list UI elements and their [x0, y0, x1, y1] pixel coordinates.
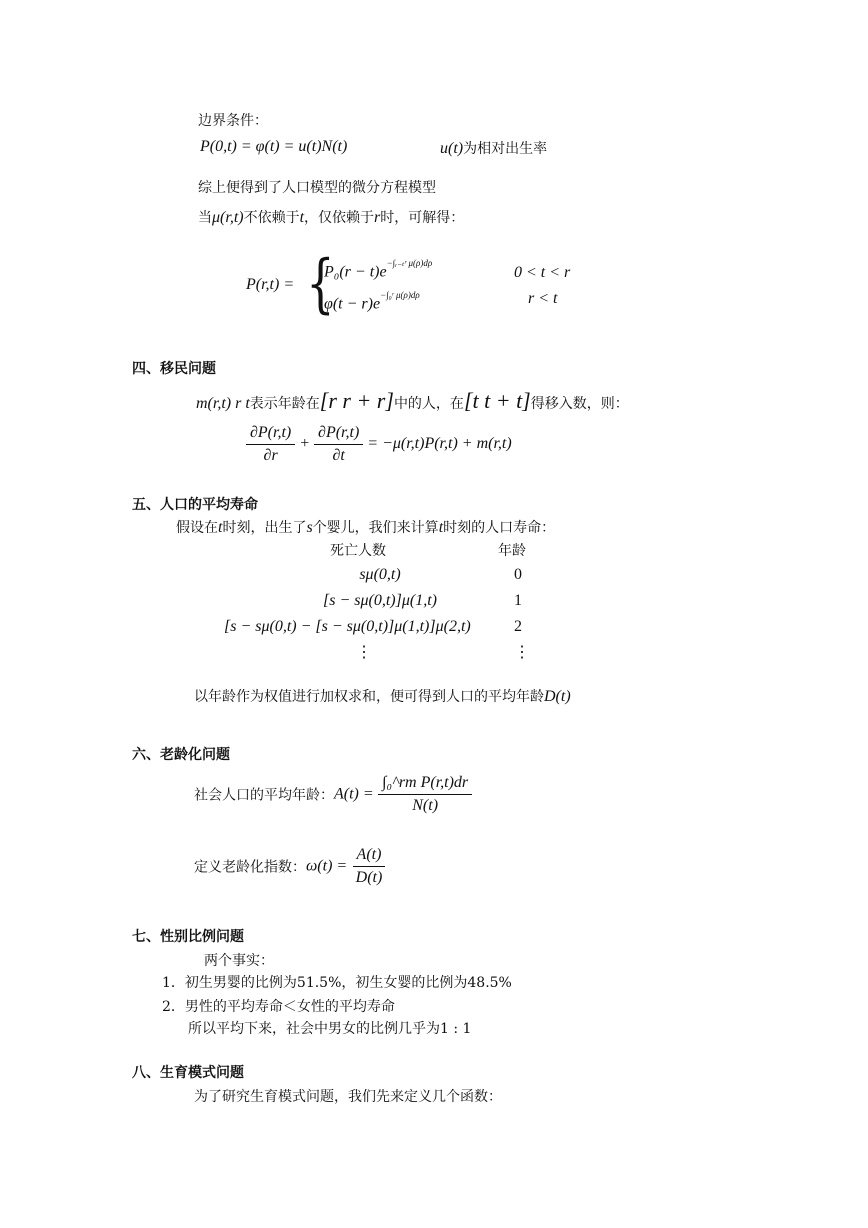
sec5-intro-d: 时刻的人口寿命： — [443, 520, 556, 536]
sec5-row0-deaths: sμ(0,t) — [359, 566, 401, 583]
sec6-avg-label: 社会人口的平均年龄： — [194, 787, 334, 804]
boundary-equation: P(0,t) = φ(t) = u(t)N(t) — [200, 138, 348, 155]
sec4-line-c: 中的人，在 — [393, 396, 464, 412]
sec6-avg-den: N(t) — [412, 797, 439, 814]
sec4-title: 四、移民问题 — [132, 361, 216, 377]
sec4-line-a: m(r,t) r t — [196, 395, 250, 412]
solution-case2-base: φ(t − r)e — [324, 295, 381, 313]
sec6-idx-den: D(t) — [355, 869, 383, 886]
sec5-conclusion-text: 以年龄作为权值进行加权求和，便可得到人口的平均年龄 — [194, 689, 544, 705]
solution-case2 — [324, 290, 420, 313]
solution-case1 — [324, 258, 433, 281]
sec6-idx-frac — [352, 846, 387, 887]
sec5-conclusion — [194, 686, 571, 706]
sec6-idx-lhs: ω(t) = — [306, 857, 348, 875]
sec4-frac2-den: ∂t — [332, 447, 345, 464]
sec4-interval-r: [r r + r] — [319, 388, 394, 413]
sec5-title: 五、人口的平均寿命 — [132, 497, 258, 513]
sec4-interval-t: [t t + t] — [463, 388, 531, 413]
when-mu: μ(r,t) — [212, 209, 244, 226]
solution-case1-exp: −∫ᵣ₋ₜʳ μ(ρ)dρ — [386, 258, 433, 268]
sec4-line — [196, 388, 629, 414]
left-brace: { — [306, 247, 335, 321]
sec5-intro-s: s — [306, 519, 313, 536]
when-line — [198, 207, 464, 227]
when-r: r — [374, 209, 381, 226]
when-pre: 当 — [198, 210, 212, 226]
sec7-title: 七、性别比例问题 — [132, 929, 244, 945]
sec4-frac2-num: ∂P(r,t) — [314, 424, 363, 445]
sec5-intro-b: 时刻，出生了 — [222, 520, 307, 536]
sec7-conclusion: 所以平均下来，社会中男女的比例几乎为1 : 1 — [188, 1021, 472, 1037]
boundary-note-var: u(t) — [440, 140, 464, 157]
sec5-conclusion-var: D(t) — [544, 688, 571, 705]
sec4-line-d: 得移入数，则： — [530, 396, 629, 412]
sec4-line-b: 表示年龄在 — [249, 396, 320, 412]
when-post: 时，可解得： — [380, 210, 465, 226]
sec5-row0-age: 0 — [514, 566, 522, 583]
sec5-row3-deaths: ⋮ — [356, 644, 372, 661]
sec5-row2-age: 2 — [514, 618, 522, 635]
sec8-title: 八、生育模式问题 — [132, 1065, 244, 1081]
sec5-row2-deaths: [s − sμ(0,t) − [s − sμ(0,t)]μ(1,t)]μ(2,t) — [224, 618, 471, 635]
solution-case1-base: P₀(r − t)e — [324, 263, 387, 281]
sec5-intro-t: t — [218, 519, 223, 536]
sec5-col-age: 年龄 — [498, 543, 526, 559]
sec4-frac1-den: ∂r — [263, 447, 278, 464]
sec7-item2: 2．男性的平均寿命＜女性的平均寿命 — [162, 999, 395, 1015]
sec6-avg-num: ∫₀^rm P(r,t)dr — [378, 774, 472, 795]
solution-case2-exp: −∫₀ʳ μ(ρ)dρ — [380, 290, 420, 300]
boundary-note — [440, 138, 547, 158]
when-mid2: ，仅依赖于 — [304, 210, 375, 226]
sec5-row3-age: ⋮ — [514, 644, 530, 661]
when-mid1: 不依赖于 — [243, 210, 300, 226]
sec4-frac1-num: ∂P(r,t) — [246, 424, 295, 445]
sec5-row1-age: 1 — [514, 592, 522, 609]
when-t: t — [299, 209, 305, 226]
sec5-intro-a: 假设在 — [176, 520, 218, 536]
sec6-title: 六、老龄化问题 — [132, 747, 230, 763]
sec6-avg-frac — [378, 774, 472, 815]
sec4-frac1 — [246, 424, 295, 465]
sec6-avg-line — [194, 774, 472, 815]
solution-case2-cond: r < t — [528, 290, 558, 307]
summary-text: 综上便得到了人口模型的微分方程模型 — [198, 180, 436, 196]
sec6-avg-lhs: A(t) = — [334, 785, 374, 803]
boundary-note-text: 为相对出生率 — [463, 141, 548, 157]
sec7-item1: 1．初生男婴的比例为51.5%，初生女婴的比例为48.5% — [162, 975, 512, 991]
solution-case1-cond: 0 < t < r — [514, 264, 571, 281]
sec5-col-deaths: 死亡人数 — [330, 543, 386, 559]
sec4-plus: + — [299, 435, 311, 453]
sec6-idx-line — [194, 846, 386, 887]
sec7-facts: 两个事实： — [204, 953, 274, 969]
sec4-rhs: = −μ(r,t)P(r,t) + m(r,t) — [367, 435, 512, 453]
sec5-intro-c: 个婴儿，我们来计算 — [312, 520, 439, 536]
solution-lhs: P(r,t) = — [246, 276, 295, 293]
sec6-idx-num: A(t) — [353, 846, 386, 867]
boundary-label: 边界条件： — [198, 113, 268, 129]
sec5-intro-t2: t — [438, 519, 444, 536]
sec6-idx-label: 定义老龄化指数： — [194, 859, 306, 876]
sec4-frac2 — [314, 424, 363, 465]
sec5-row1-deaths: [s − sμ(0,t)]μ(1,t) — [323, 592, 437, 609]
sec4-equation — [246, 424, 512, 465]
sec5-intro — [176, 517, 555, 537]
sec8-intro: 为了研究生育模式问题，我们先来定义几个函数： — [194, 1089, 502, 1105]
